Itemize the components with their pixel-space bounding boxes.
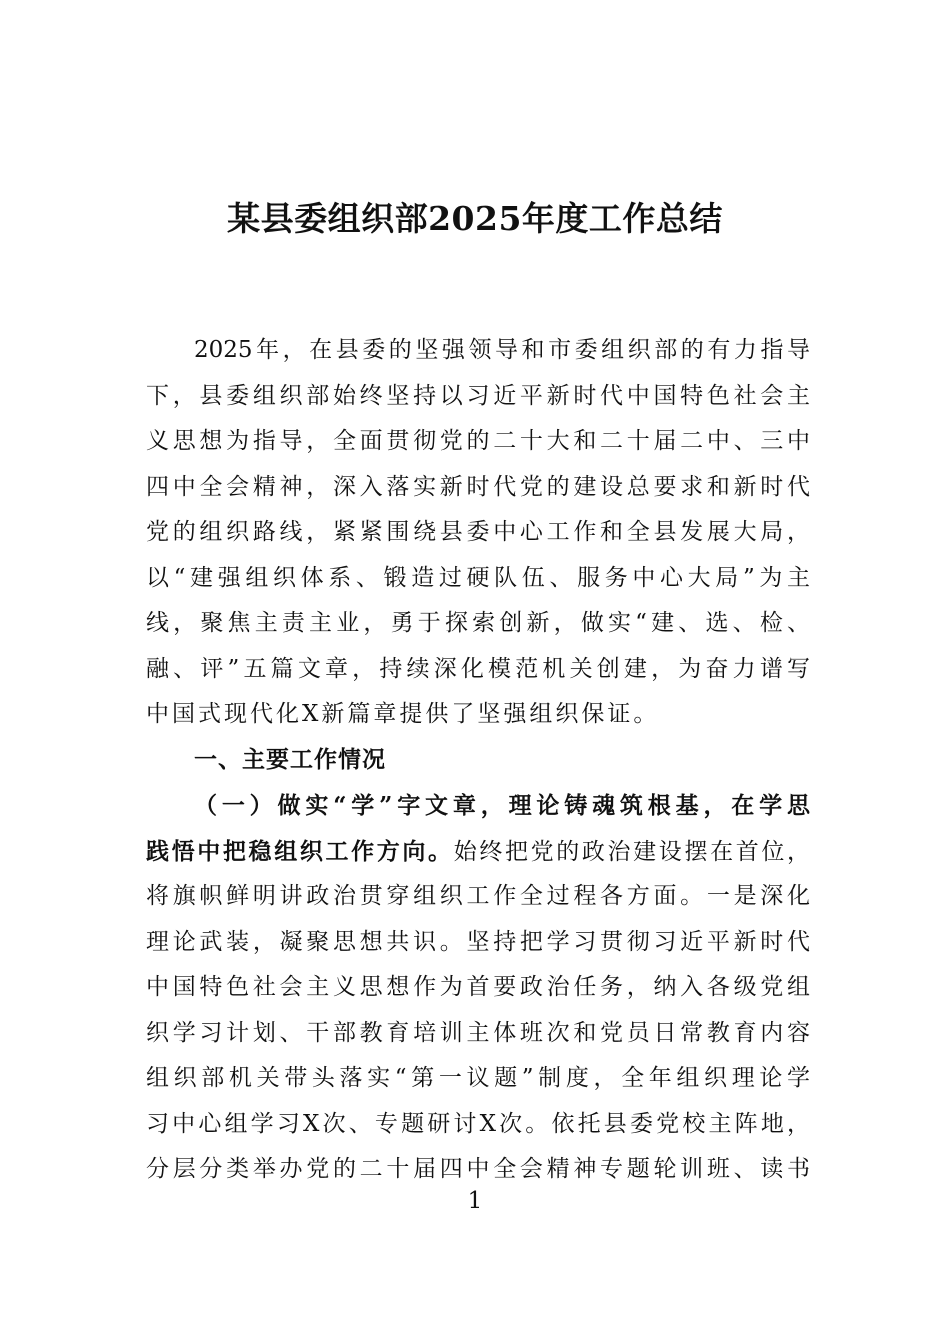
intro-line: 2025年，在县委的坚强领导和市委组织部的有力指导 <box>194 337 810 363</box>
section-heading: 一、主要工作情况 <box>194 746 386 773</box>
intro-line: 党的组织路线，紧紧围绕县委中心工作和全县发展大局， <box>146 519 810 545</box>
page-number: 1 <box>467 1188 483 1214</box>
body-text-fragment: 始终把党的政治建设摆在首位， <box>453 838 811 865</box>
intro-line: 下，县委组织部始终坚持以习近平新时代中国特色社会主 <box>146 382 810 409</box>
body-line: 将旗帜鲜明讲政治贯穿组织工作全过程各方面。一是深化 <box>146 883 810 909</box>
document-title: 某县委组织部2025年度工作总结 <box>227 199 723 238</box>
body-line: 组织部机关带头落实“第一议题”制度，全年组织理论学 <box>146 1065 810 1091</box>
body-line: 习中心组学习X次、专题研讨X次。依托县委党校主阵地， <box>146 1110 810 1137</box>
intro-line: 中国式现代化X新篇章提供了坚强组织保证。 <box>146 701 660 727</box>
intro-line: 四中全会精神，深入落实新时代党的建设总要求和新时代 <box>146 473 810 500</box>
body-line: 中国特色社会主义思想作为首要政治任务，纳入各级党组 <box>146 974 810 1000</box>
intro-line: 线，聚焦主责主业，勇于探索创新，做实“建、选、检、 <box>146 610 810 636</box>
intro-line: 以“建强组织体系、锻造过硬队伍、服务中心大局”为主 <box>146 564 810 591</box>
subsection-heading-line: （一）做实“学”字文章，理论铸魂筑根基，在学思 <box>194 792 810 819</box>
body-line: 理论武装，凝聚思想共识。坚持把学习贯彻习近平新时代 <box>146 928 810 955</box>
document-body <box>146 328 810 1193</box>
subsection-heading-tail: 践悟中把稳组织工作方向。 <box>146 837 454 865</box>
subsection-mixed-line <box>146 829 810 875</box>
intro-line: 融、评”五篇文章，持续深化模范机关创建，为奋力谱写 <box>146 655 810 682</box>
intro-line: 义思想为指导，全面贯彻党的二十大和二十届二中、三中 <box>146 428 810 454</box>
body-line: 织学习计划、干部教育培训主体班次和党员日常教育内容 <box>146 1019 810 1046</box>
body-line: 分层分类举办党的二十届四中全会精神专题轮训班、读书 <box>146 1156 810 1182</box>
